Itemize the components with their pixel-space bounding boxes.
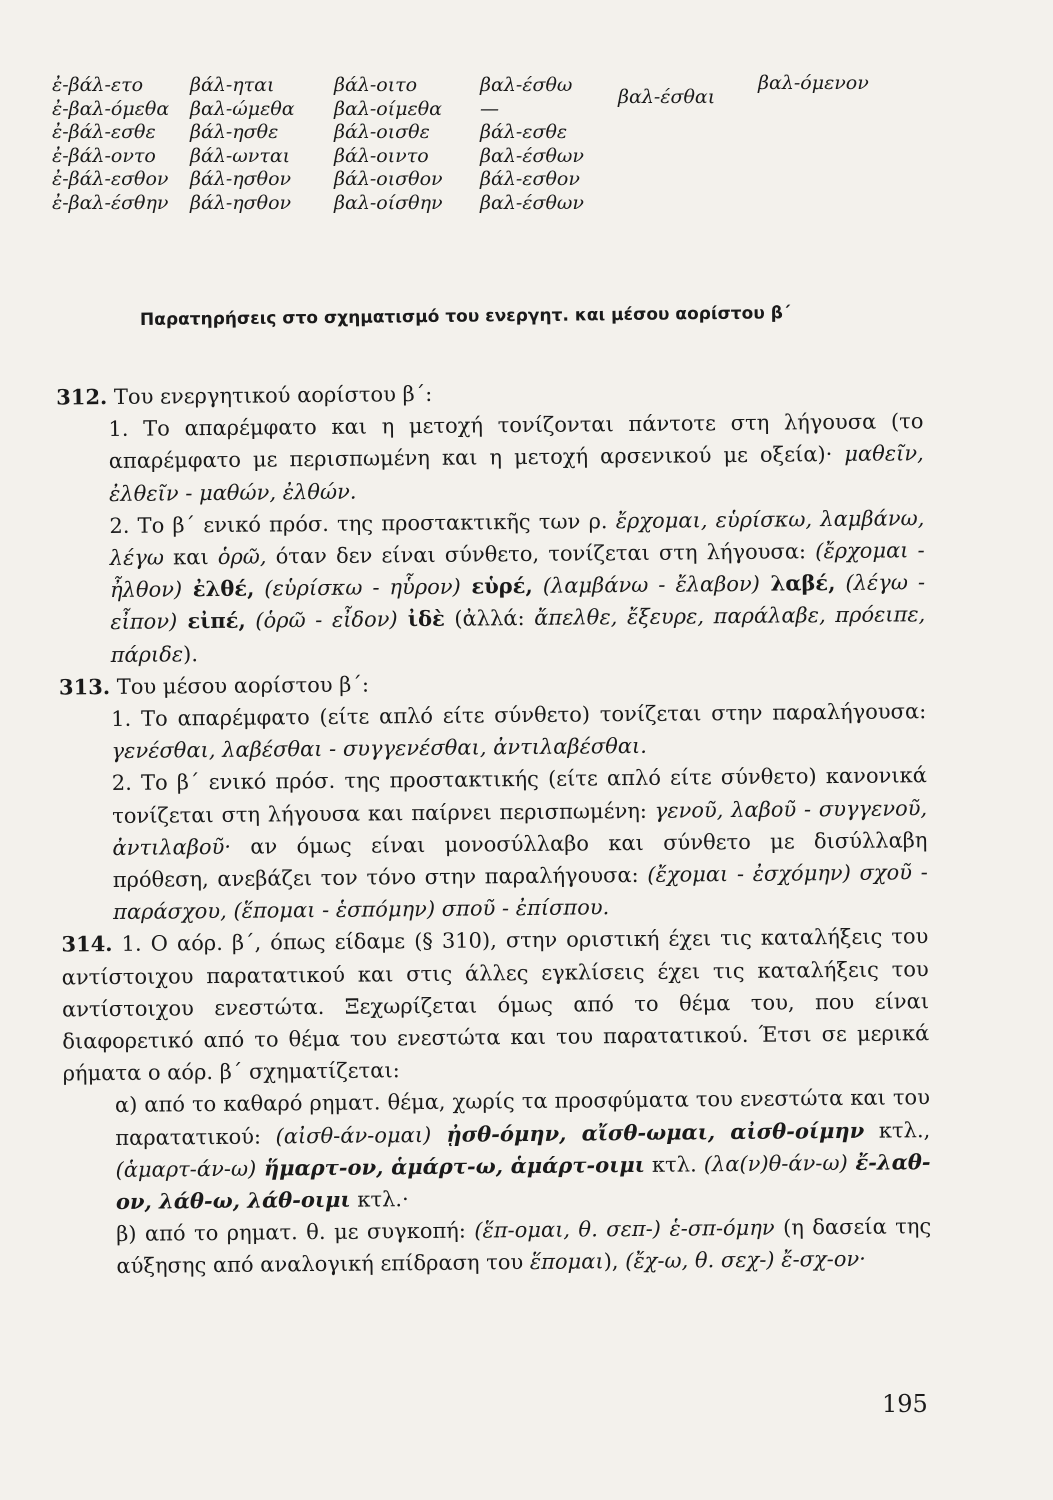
conjugation-cell: βαλ-ώμεθα (190, 97, 295, 120)
conjugation-cell: βαλ-οίμεθα (334, 97, 442, 120)
bold-form: ἰδὲ (397, 606, 445, 632)
bold-form: λαβέ, (759, 570, 836, 596)
conjugation-cell: βαλ-έσθων (480, 191, 584, 214)
conjugation-cell: — (480, 97, 499, 120)
text: 2. Το β΄ ενικό πρόσ. της προστακτικῆς των ρ. (109, 508, 616, 538)
conjugation-cell: βαλ-έσθω (480, 74, 573, 96)
conjugation-column-indicative (52, 74, 169, 215)
paragraph (116, 1210, 932, 1282)
conjugation-column-participle (758, 72, 869, 96)
conjugation-cell: βάλ-εσθον (480, 168, 580, 190)
conjugation-cell: ἐ-βάλ-ετο (52, 74, 144, 96)
paragraph (115, 1082, 931, 1219)
conjugation-table (52, 74, 952, 254)
conjugation-column-optative (334, 74, 443, 215)
example-text: (λέγω - εἶπον) (110, 570, 926, 635)
example-text: (εὑρίσκω - ηὗρον) (254, 574, 461, 601)
page-number: 195 (882, 1390, 928, 1418)
example-text: ἔρχομαι, εὑρίσκω, λαμβάνω, λέγω (109, 505, 925, 571)
conjugation-cell: βάλ-ησθον (190, 168, 292, 190)
text: αν όμως είναι μονοσύλλαβο και σύνθετο με δισύλλαβη πρόθεση, ανεβάζει τον τόνο στην παραλήγουσα: (112, 827, 928, 893)
paragraph (108, 405, 924, 509)
conjugation-cell: ἐ-βαλ-όμεθα (52, 97, 170, 120)
text: ). (182, 641, 199, 666)
example-text: (λα(ν)θ-άν-ω) (703, 1150, 848, 1177)
example-text: γενοῦ, λαβοῦ - συγγενοῦ, ἀντιλαβοῦ· (112, 795, 928, 860)
text: ), (603, 1249, 626, 1274)
example-text: (λαμβάνω - ἔλαβον) (532, 571, 761, 599)
paragraph (111, 695, 927, 767)
conjugation-cell: βάλ-ηται (190, 74, 275, 96)
text: όταν δεν είναι σύνθετο, τονίζεται στη λήγουσα: (266, 539, 816, 569)
example-text: ἕπομαι (529, 1249, 604, 1275)
section-title: Του ενεργητικού αορίστου β΄: (107, 381, 433, 410)
paragraph (112, 760, 929, 929)
conjugation-column-imperative (480, 74, 584, 215)
section-number: 313. (58, 673, 111, 700)
text: α) από το καθαρό ρηματ. θέμα, χωρίς τα προσφύματα του ενεστώτα και του παρατατικού: (114, 1085, 931, 1150)
conjugation-cell: βάλ-εσθε (480, 121, 568, 143)
example-text: (ἕπ-ομαι, θ. σεπ-) ἑ-σπ-όμην (474, 1215, 775, 1243)
text: (ἀλλά: (444, 606, 535, 632)
example-text: γενέσθαι, λαβέσθαι - συγγενέσθαι, ἀντιλαβέσθαι. (111, 734, 648, 764)
conjugation-cell: βάλ-οισθε (334, 121, 430, 143)
paragraph (109, 502, 926, 671)
conjugation-cell: ἐ-βάλ-οντο (52, 144, 156, 167)
conjugation-cell: βαλ-οίσθην (334, 191, 443, 214)
conjugation-column-subjunctive (190, 74, 295, 215)
text: β) από το ρηματ. θ. με συγκοπή: (116, 1218, 475, 1247)
conjugation-cell: βάλ-οιτο (334, 74, 418, 96)
section-number: 312. (56, 384, 108, 410)
conjugation-cell: ἐ-βάλ-εσθον (52, 168, 169, 190)
text: κτλ. (644, 1152, 704, 1177)
bold-form: ἐλθέ, (182, 575, 255, 602)
section-314-paragraph (61, 921, 930, 1090)
conjugation-cell: βαλ-έσθαι (618, 86, 716, 108)
section-number: 314. (61, 931, 113, 957)
bold-form: ᾐσθ-όμην, αἴσθ-ωμαι, αἰσθ-οίμην (431, 1117, 865, 1147)
conjugation-column-infinitive (618, 86, 715, 110)
text: κτλ., (864, 1117, 931, 1143)
text: 1. Ο αόρ. β΄, όπως είδαμε (§ 310), στην οριστική έχει τις καταλήξεις του αντίστοιχου παρατατικού και στις άλλες εγκλίσεις έχει τις καταλήξεις του αντίστοιχου ενεστώτα. Ξεχωρίζεται όμως από το θέμα του, που είναι διαφορετικό από το θέμα του ενεστώτα και του παρατατικού. Έτσι σε μερικά ρήματα ο αόρ. β΄ σχηματίζεται: (61, 924, 930, 1086)
example-text: (ἔχ-ω, θ. σεχ-) ἔ-σχ-ον· (625, 1247, 866, 1274)
conjugation-cell: βάλ-οισθον (334, 168, 443, 190)
example-text: μαθεῖν, ἐλθεῖν - μαθών, ἐλθών. (108, 441, 924, 506)
bold-form: ἔ-λαθ-ον, λάθ-ω, λάθ-οιμι (115, 1149, 931, 1215)
example-text: (ἔχομαι - ἐσχόμην) σχοῦ - παράσχου, (ἕπομαι - ἑσπόμην) σποῦ - ἐπίσπου. (112, 860, 928, 925)
text: κτλ.· (350, 1187, 409, 1212)
section-title: Του μέσου αορίστου β΄: (109, 672, 370, 699)
example-text: ὁρῶ, (217, 544, 267, 569)
bold-form: εὑρέ, (460, 573, 533, 599)
text: και (163, 544, 218, 570)
bold-form: εἰπέ, (177, 608, 246, 634)
text: 2. Το β΄ ενικό πρόσ. της προστακτικής (είτε απλό είτε σύνθετο) κανονικά τονίζεται στη λήγουσα και παίρνει περισπωμένη: (111, 763, 927, 828)
conjugation-cell: βαλ-όμενον (758, 72, 869, 94)
example-text: (ἔρχομαι - ἦλθον) (109, 538, 925, 603)
text: (η δασεία της αύξησης από αναλογική επίδραση του (116, 1214, 932, 1279)
conjugation-cell: ἐ-βάλ-εσθε (52, 121, 156, 143)
bold-form: ἥμαρτ-ον, ἁμάρτ-ω, ἁμάρτ-οιμι (256, 1151, 645, 1181)
section-heading: Παρατηρήσεις στο σχηματισμό του ενεργητ. και μέσου αορίστου β΄ (139, 303, 791, 330)
example-text: (ὁρῶ - εἶδον) (245, 607, 398, 634)
body-text (56, 373, 932, 1282)
example-text: ἄπελθε, ἔξευρε, παράλαβε, πρόειπε, πάριδε (110, 602, 926, 667)
text: 1. Το απαρέμφατο (είτε απλό είτε σύνθετο) τονίζεται στην παραλήγουσα: (111, 699, 927, 732)
conjugation-cell: βάλ-οιντο (334, 144, 429, 167)
conjugation-cell: βάλ-ωνται (190, 144, 291, 167)
conjugation-cell: βαλ-έσθων (480, 144, 584, 167)
example-text: (ἁμαρτ-άν-ω) (115, 1156, 257, 1182)
conjugation-cell: ἐ-βαλ-έσθην (52, 191, 169, 214)
text: 1. Το απαρέμφατο και η μετοχή τονίζονται πάντοτε στη λήγουσα (το απαρέμφατο με περισπωμένη και η μετοχή αρσενικού με οξεία)· (108, 409, 924, 474)
conjugation-cell: βάλ-ησθον (190, 191, 292, 214)
conjugation-cell: βάλ-ησθε (190, 121, 279, 143)
example-text: (αἰσθ-άν-ομαι) (275, 1122, 432, 1149)
